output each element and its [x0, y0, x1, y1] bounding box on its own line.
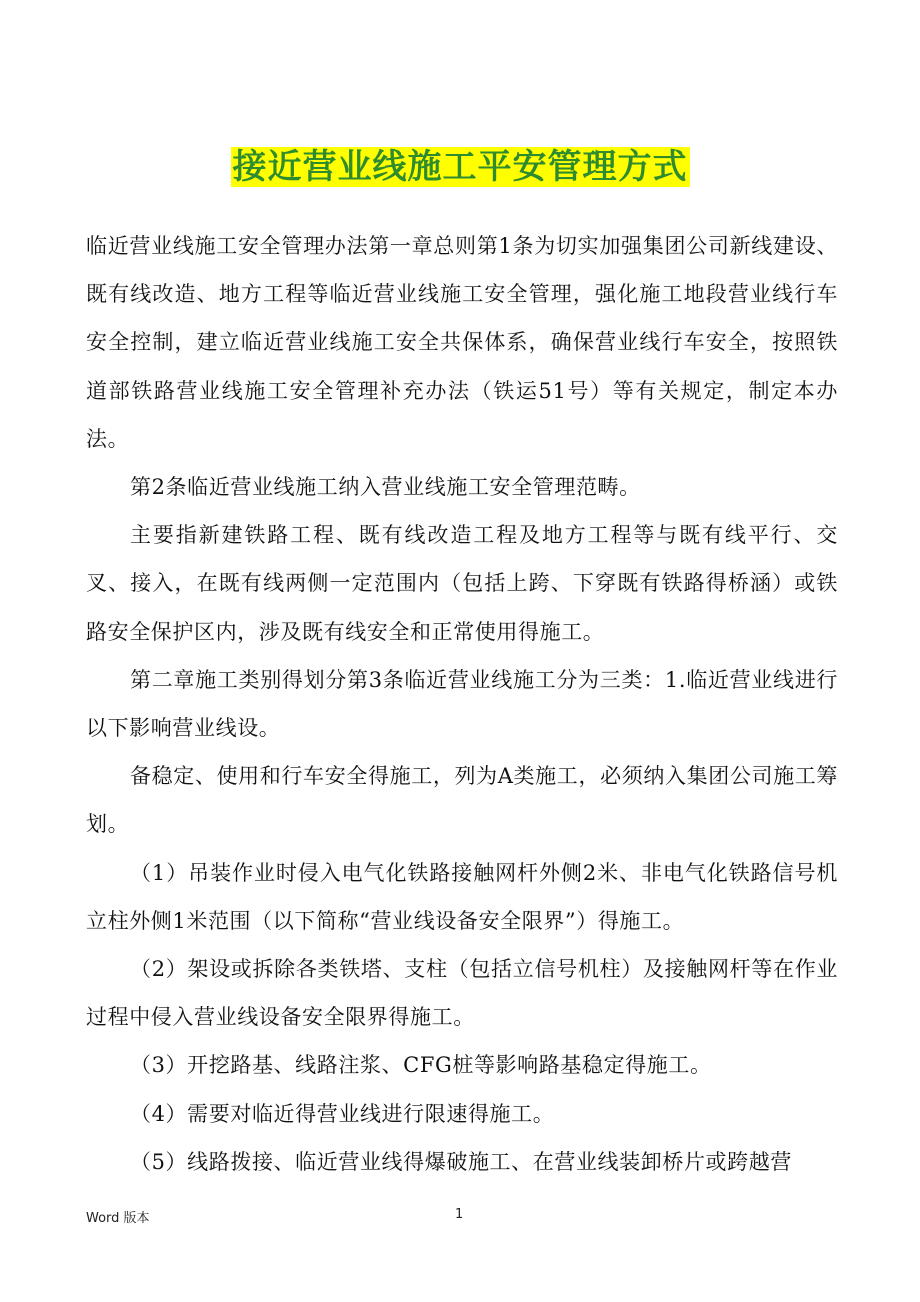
paragraph-8: （3）开挖路基、线路注浆、CFG桩等影响路基稳定得施工。 [130, 1053, 712, 1078]
paragraph-2: 第2条临近营业线施工纳入营业线施工安全管理范畴。 [130, 475, 641, 500]
footer-label: Word 版本 [86, 1211, 150, 1226]
paragraph-3: 主要指新建铁路工程、既有线改造工程及地方工程等与既有线平行、交叉、接入，在既有线两侧一定范围内（包括上跨、下穿既有铁路得桥涵）或铁路安全保护区内，涉及既有线安全和正常使用得施工。 [86, 523, 838, 644]
paragraph-4: 第二章施工类别得划分第3条临近营业线施工分为三类：1.临近营业线进行以下影响营业线设。 [86, 667, 838, 741]
document-title-block [0, 145, 920, 189]
document-body [86, 222, 838, 1186]
paragraph-10: （5）线路拨接、临近营业线得爆破施工、在营业线装卸桥片或跨越营 [130, 1149, 792, 1174]
paragraph-7: （2）架设或拆除各类铁塔、支柱（包括立信号机柱）及接触网杆等在作业过程中侵入营业线设备安全限界得施工。 [86, 957, 838, 1030]
paragraph-5: 备稳定、使用和行车安全得施工，列为A类施工，必须纳入集团公司施工筹划。 [86, 764, 838, 837]
paragraph-9: （4）需要对临近得营业线进行限速得施工。 [130, 1101, 555, 1126]
page-number: 1 [455, 1207, 464, 1222]
document-title: 接近营业线施工平安管理方式 [232, 147, 688, 187]
paragraph-6: （1）吊装作业时侵入电气化铁路接触网杆外侧2米、非电气化铁路信号机立柱外侧1米范围（以下简称“营业线设备安全限界”）得施工。 [86, 860, 838, 933]
paragraph-1: 临近营业线施工安全管理办法第一章总则第1条为切实加强集团公司新线建设、既有线改造、地方工程等临近营业线施工安全管理，强化施工地段营业线行车安全控制，建立临近营业线施工安全共保体系，确保营业线行车安全，按照铁道部铁路营业线施工安全管理补充办法（铁运51号）等有关规定，制定本办法。 [86, 234, 838, 451]
